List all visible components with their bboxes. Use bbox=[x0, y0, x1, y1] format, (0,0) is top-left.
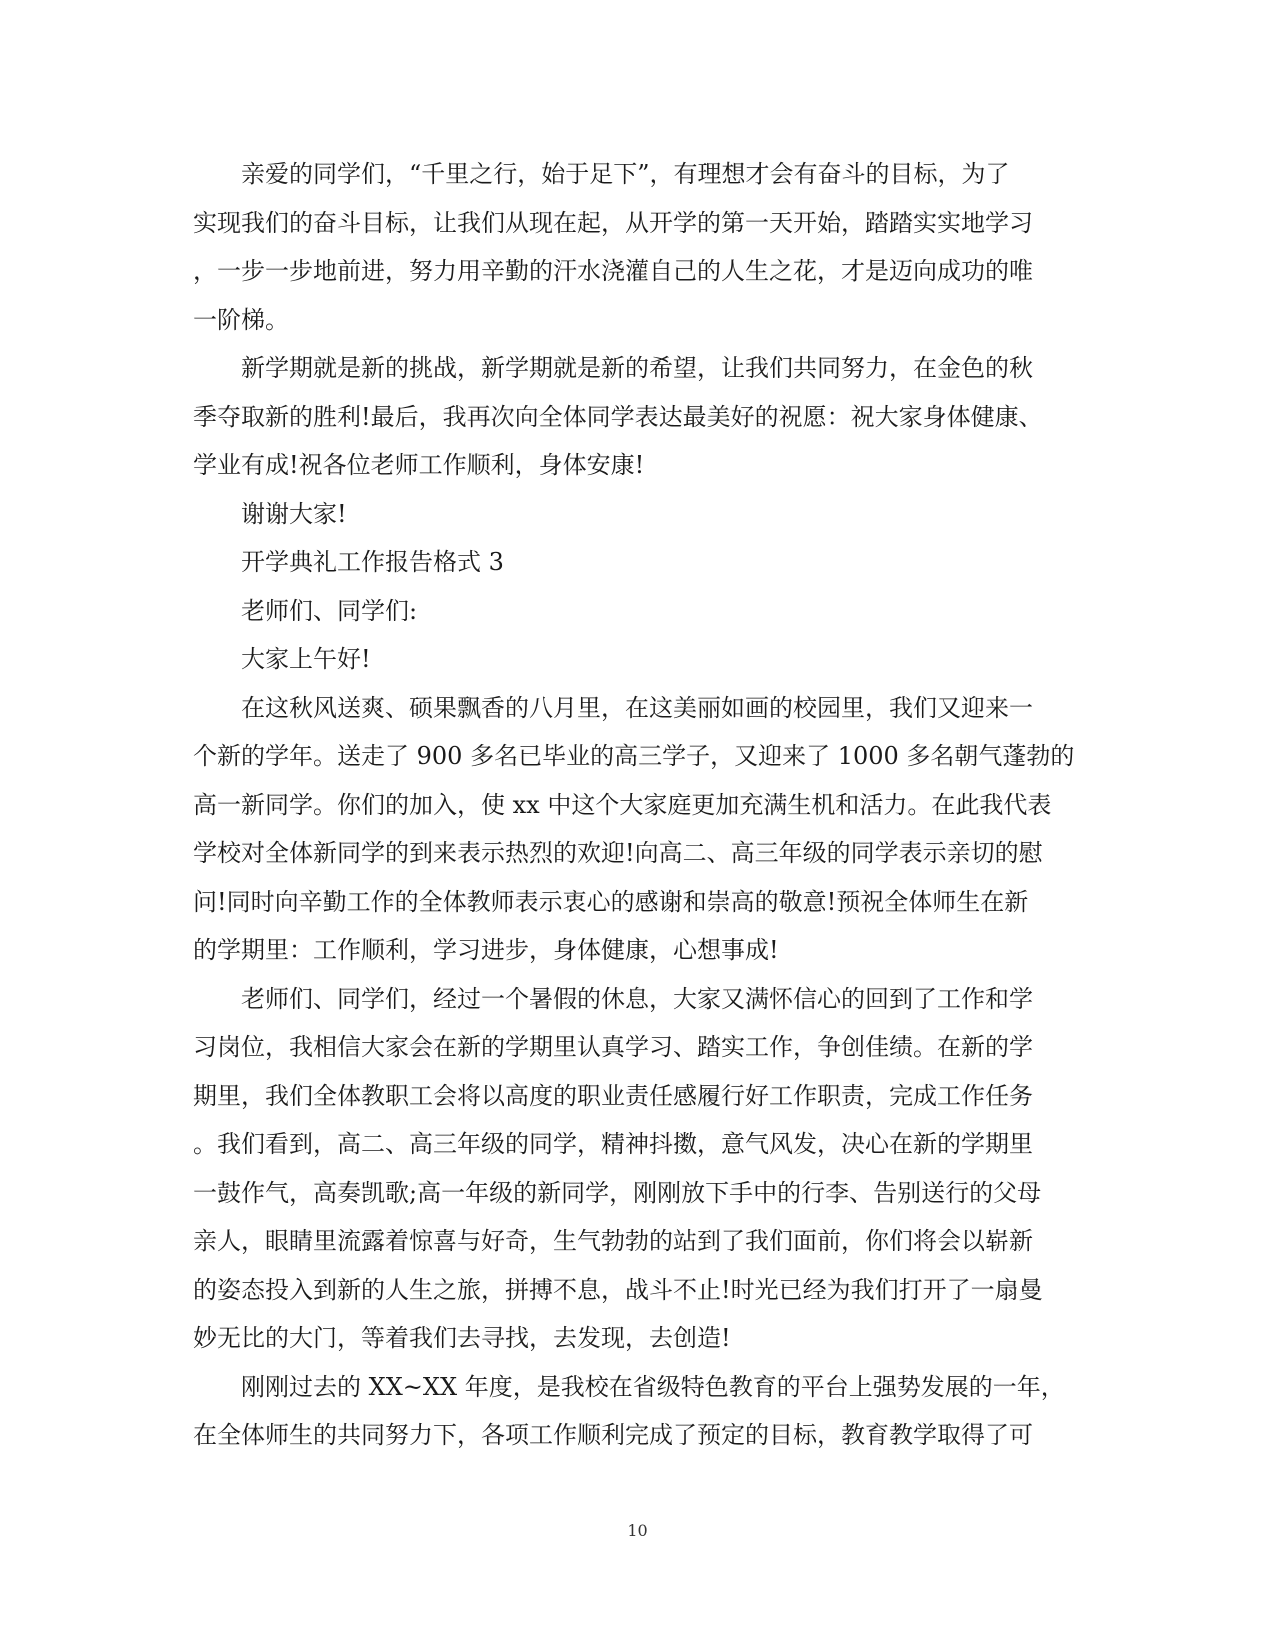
text-line: 季夺取新的胜利!最后，我再次向全体同学表达最美好的祝愿：祝大家身体健康、 bbox=[193, 402, 1043, 431]
text-line: 妙无比的大门，等着我们去寻找，去发现，去创造! bbox=[193, 1324, 731, 1352]
text-line: 谢谢大家! bbox=[241, 499, 347, 528]
text-line: 亲人，眼睛里流露着惊喜与好奇，生气勃勃的站到了我们面前，你们将会以崭新 bbox=[193, 1227, 1033, 1255]
text-line: 实现我们的奋斗目标，让我们从现在起，从开学的第一天开始，踏踏实实地学习 bbox=[193, 208, 1033, 237]
text-line: ，一步一步地前进，努力用辛勤的汗水浇灌自己的人生之花，才是迈向成功的唯 bbox=[193, 257, 1033, 285]
text-line: 学业有成!祝各位老师工作顺利，身体安康! bbox=[193, 451, 645, 479]
text-line: 大家上午好! bbox=[241, 645, 371, 673]
text-line: 老师们、同学们，经过一个暑假的休息，大家又满怀信心的回到了工作和学 bbox=[241, 984, 1033, 1013]
text-line: 老师们、同学们: bbox=[241, 596, 418, 625]
text-line: 的姿态投入到新的人生之旅，拼搏不息，战斗不止!时光已经为我们打开了一扇曼 bbox=[193, 1275, 1043, 1304]
text-line: 学校对全体新同学的到来表示热烈的欢迎!向高二、高三年级的同学表示亲切的慰 bbox=[193, 839, 1043, 867]
text-line: 在这秋风送爽、硕果飘香的八月里，在这美丽如画的校园里，我们又迎来一 bbox=[241, 693, 1033, 722]
text-line: 问!同时向辛勤工作的全体教师表示衷心的感谢和崇高的敬意!预祝全体师生在新 bbox=[193, 887, 1029, 916]
text-line: 一阶梯。 bbox=[193, 305, 289, 334]
text-line: 的学期里：工作顺利，学习进步，身体健康，心想事成! bbox=[193, 936, 779, 964]
text-line: 期里，我们全体教职工会将以高度的职业责任感履行好工作职责，完成工作任务 bbox=[193, 1081, 1033, 1110]
text-line: 开学典礼工作报告格式 3 bbox=[241, 548, 504, 576]
text-line: 刚刚过去的 XX~XX 年度，是我校在省级特色教育的平台上强势发展的一年， bbox=[241, 1372, 1065, 1401]
page-number: 10 bbox=[627, 1521, 648, 1540]
text-line: 新学期就是新的挑战，新学期就是新的希望，让我们共同努力，在金色的秋 bbox=[241, 354, 1033, 382]
text-line: 个新的学年。送走了 900 多名已毕业的高三学子，又迎来了 1000 多名朝气蓬勃的 bbox=[193, 742, 1075, 770]
body-text bbox=[193, 150, 1073, 1460]
text-line: 。我们看到，高二、高三年级的同学，精神抖擞，意气风发，决心在新的学期里 bbox=[193, 1130, 1033, 1158]
text-line: 一鼓作气，高奏凯歌;高一年级的新同学，刚刚放下手中的行李、告别送行的父母 bbox=[193, 1178, 1042, 1207]
text-line: 高一新同学。你们的加入，使 xx 中这个大家庭更加充满生机和活力。在此我代表 bbox=[193, 790, 1052, 819]
text-line: 习岗位，我相信大家会在新的学期里认真学习、踏实工作，争创佳绩。在新的学 bbox=[193, 1033, 1033, 1061]
text-line: 亲爱的同学们，“千里之行，始于足下”，有理想才会有奋斗的目标，为了 bbox=[241, 160, 1010, 188]
text-line: 在全体师生的共同努力下，各项工作顺利完成了预定的目标，教育教学取得了可 bbox=[193, 1421, 1033, 1449]
